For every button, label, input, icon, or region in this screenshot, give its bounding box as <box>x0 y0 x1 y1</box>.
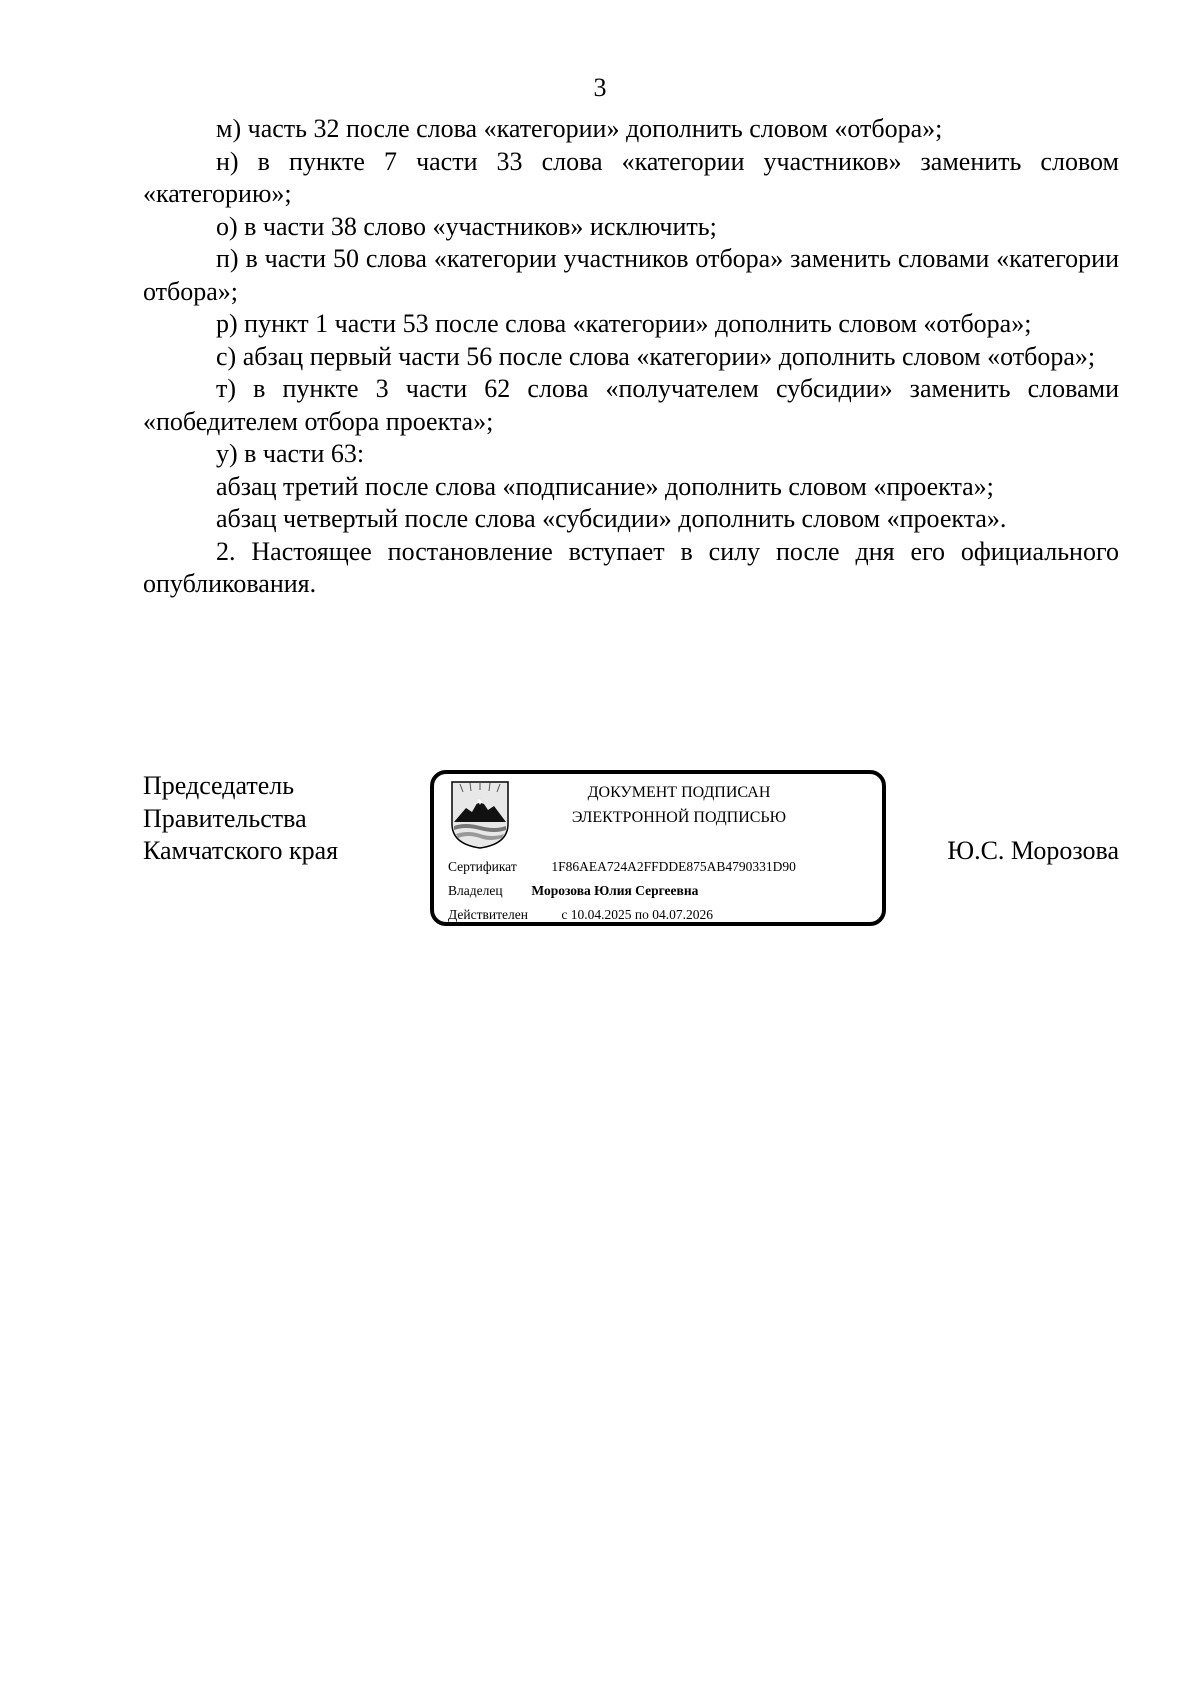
signer-position-line3: Камчатского края <box>143 836 339 865</box>
signer-position-line1: Председатель <box>143 771 295 800</box>
validity-label: Действителен <box>448 907 528 922</box>
owner-label: Владелец <box>448 883 503 898</box>
signer-position <box>143 770 338 868</box>
paragraph-t: т) в пункте 3 части 62 слова «получателем субсидии» заменить словами «победителем отбора проекта»; <box>143 374 1119 436</box>
signer-position-line2: Правительства <box>143 803 307 833</box>
stamp-title-line2: ЭЛЕКТРОННОЙ ПОДПИСЬЮ <box>571 809 787 826</box>
paragraph-u-sub2: абзац четвертый после слова «субсидии» дополнить словом «проекта». <box>216 504 1007 533</box>
stamp-title <box>534 780 824 830</box>
page-number: 3 <box>593 73 607 102</box>
signer-name: Ю.С. Морозова <box>947 836 1119 865</box>
stamp-certificate-row <box>448 858 796 876</box>
certificate-label: Сертификат <box>448 859 517 874</box>
paragraph-u: у) в части 63: <box>216 439 365 468</box>
certificate-value: 1F86AEA724A2FFDDE875AB4790331D90 <box>551 859 796 874</box>
document-body <box>143 113 1119 601</box>
paragraph-s: с) абзац первый части 56 после слова «категории» дополнить словом «отбора»; <box>216 341 1096 371</box>
paragraph-2: 2. Настоящее постановление вступает в силу после дня его официального опубликования. <box>143 536 1119 598</box>
paragraph-r: р) пункт 1 части 53 после слова «категории» дополнить словом «отбора»; <box>216 309 1032 338</box>
validity-value: с 10.04.2025 по 04.07.2026 <box>561 907 713 922</box>
kamchatka-coat-of-arms-icon <box>450 780 510 850</box>
owner-value: Морозова Юлия Сергеевна <box>531 883 699 898</box>
stamp-owner-row <box>448 882 698 900</box>
paragraph-p: п) в части 50 слова «категории участников отбора» заменить словами «категории отбора»; <box>143 244 1119 306</box>
paragraph-o: о) в части 38 слово «участников» исключить; <box>216 211 717 241</box>
electronic-signature-stamp <box>430 770 886 926</box>
paragraph-n: н) в пункте 7 части 33 слова «категории участников» заменить словом «категорию»; <box>143 146 1119 208</box>
stamp-title-line1: ДОКУМЕНТ ПОДПИСАН <box>587 784 771 801</box>
stamp-validity-row <box>448 906 713 924</box>
paragraph-u-sub1: абзац третий после слова «подписание» дополнить словом «проекта»; <box>216 471 994 501</box>
paragraph-m: м) часть 32 после слова «категории» дополнить словом «отбора»; <box>216 114 943 143</box>
